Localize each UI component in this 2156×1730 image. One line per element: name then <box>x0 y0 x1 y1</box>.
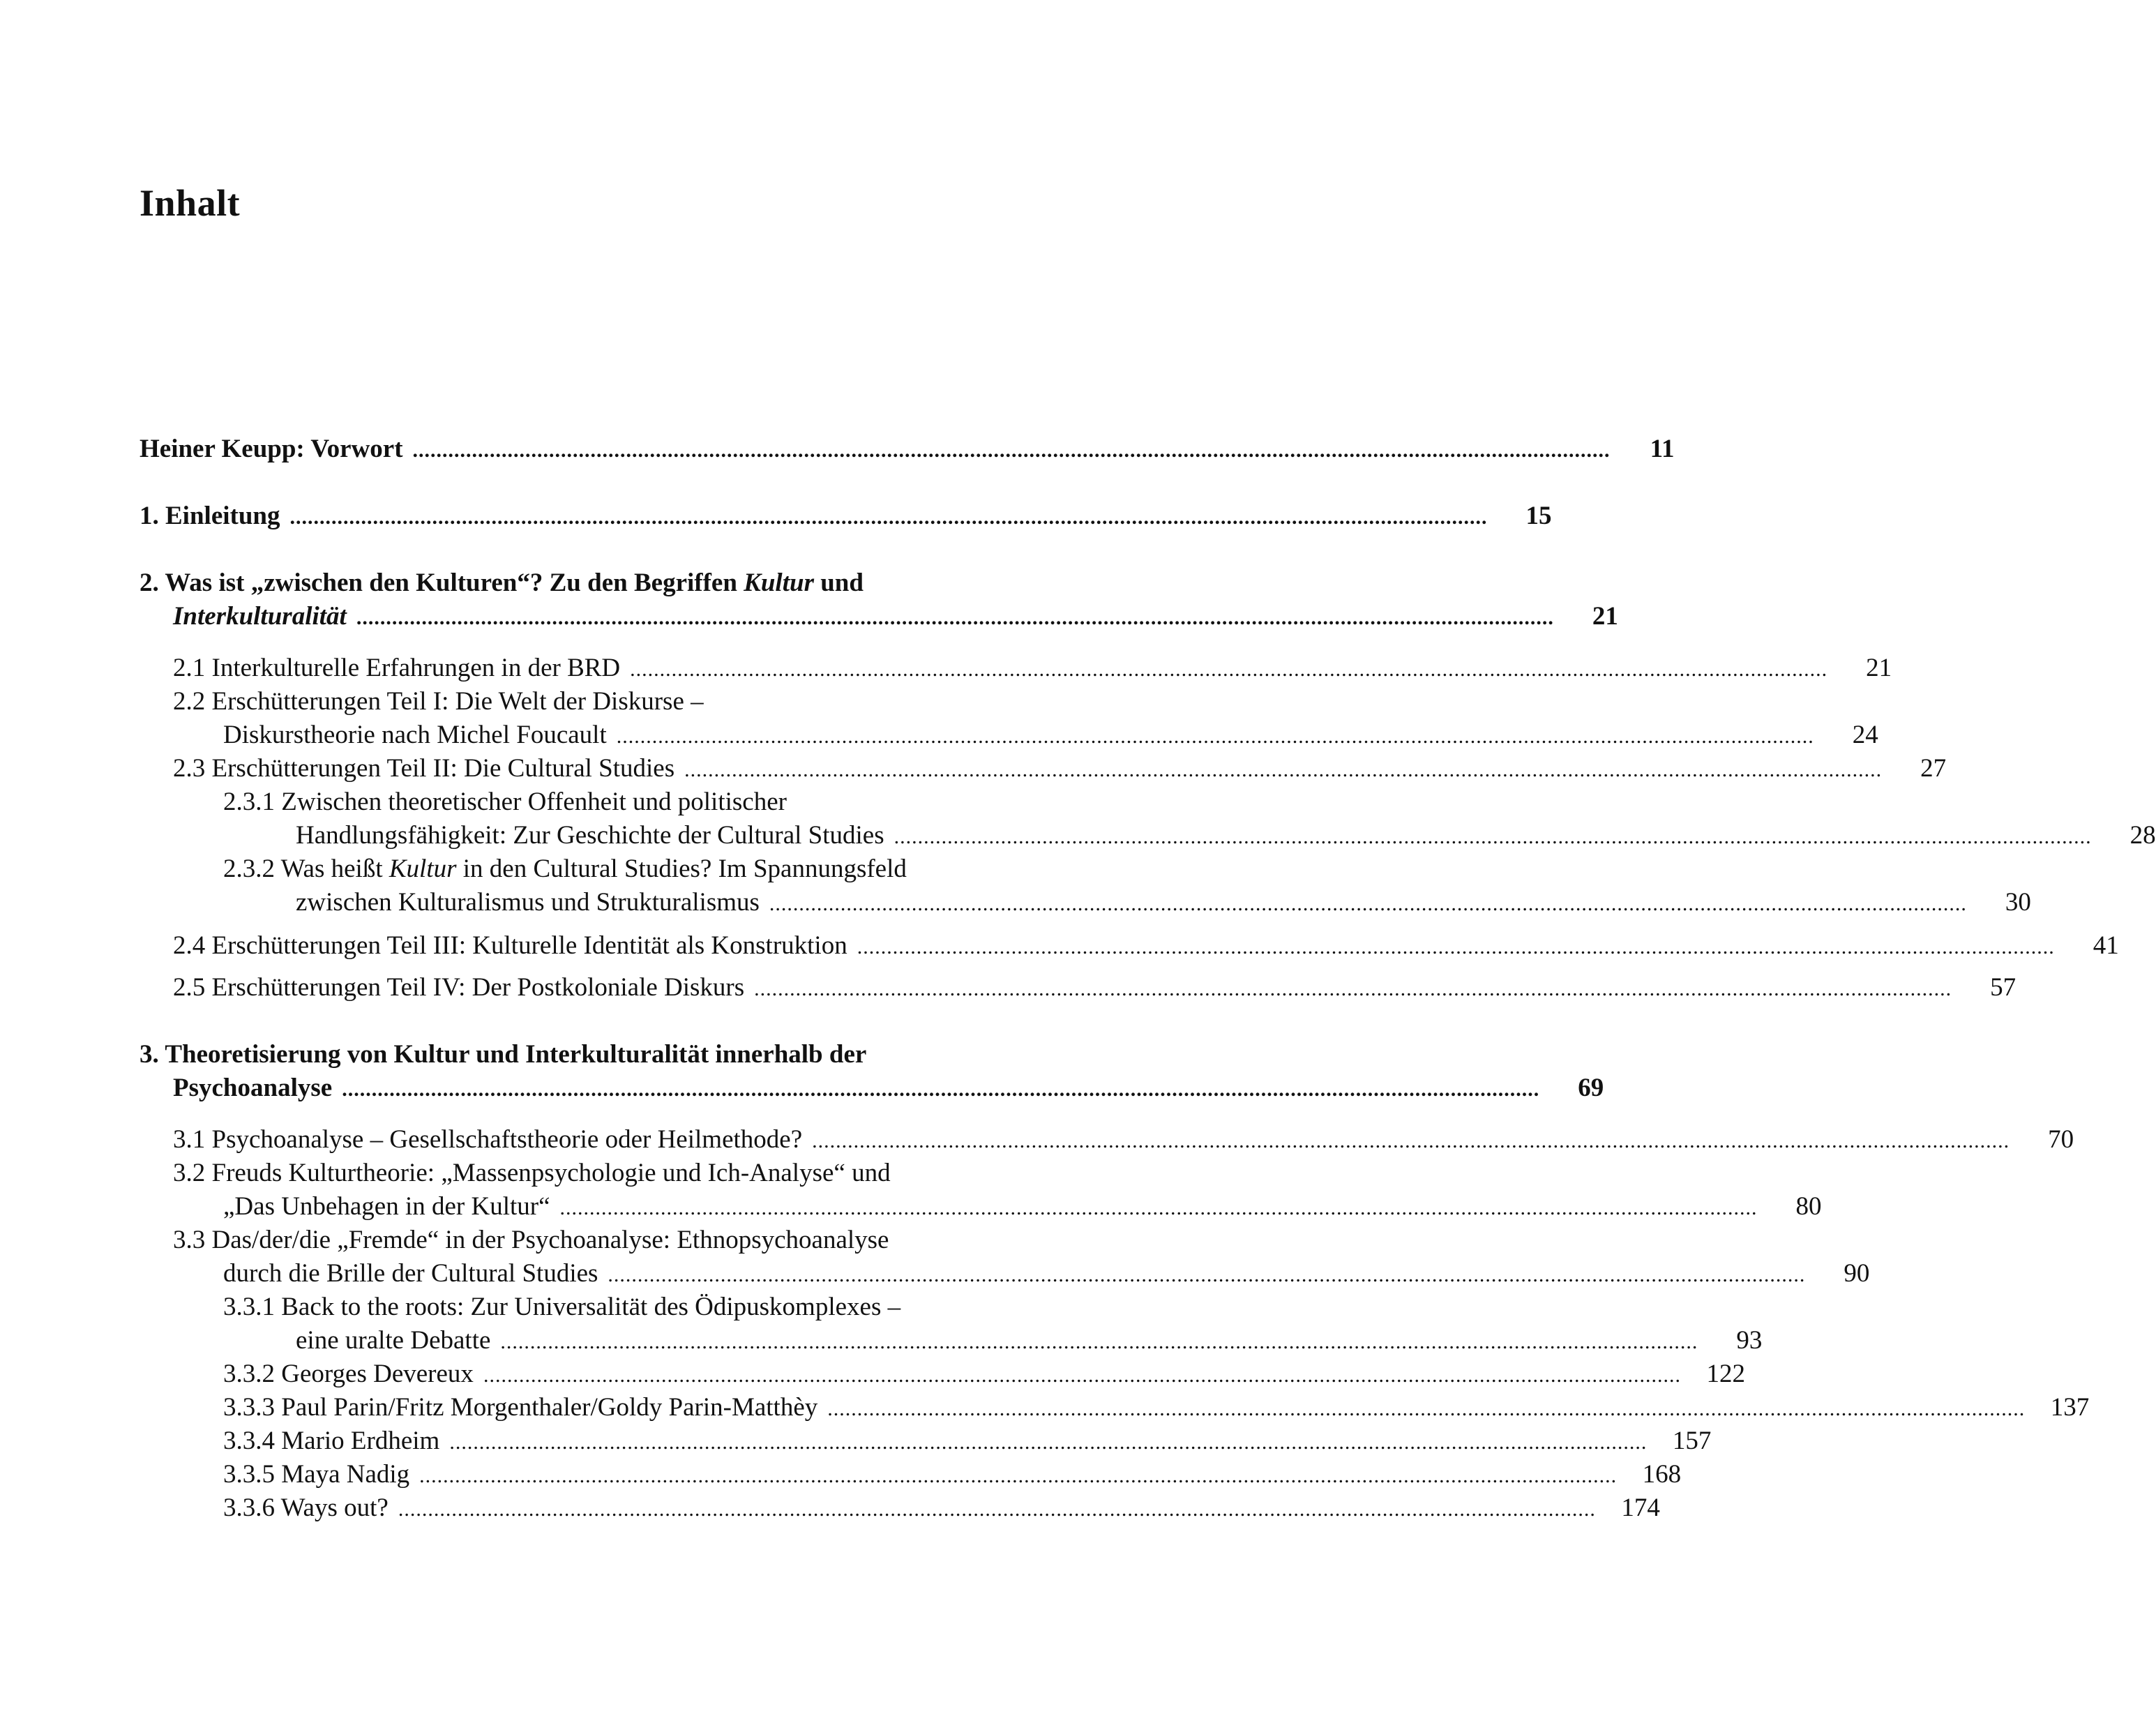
dot-leader: .......................................................................................................................................................................................................... <box>857 935 2055 958</box>
toc-entry <box>173 1123 2074 1157</box>
toc-entry-text: 2.5 Erschütterungen Teil IV: Der Postkoloniale Diskurs <box>173 973 745 1002</box>
toc-entry <box>296 819 2156 852</box>
toc-entry-title <box>173 685 704 719</box>
dot-leader: .......................................................................................................................................................................................................... <box>754 977 1952 1000</box>
page-number: 21 <box>1866 654 1892 682</box>
toc-entry <box>223 1357 1745 1391</box>
page-number: 57 <box>1990 973 2016 1002</box>
dot-leader: .......................................................................................................................................................................................................... <box>412 439 1611 462</box>
page-number: 157 <box>1672 1427 1712 1455</box>
toc-entry <box>173 652 1892 685</box>
toc-entry-text: 3.3.5 Maya Nadig <box>223 1460 410 1489</box>
toc-entry-title <box>173 971 744 1005</box>
dot-leader: .......................................................................................................................................................................................................... <box>894 825 2092 848</box>
page-number: 80 <box>1795 1192 1822 1221</box>
toc-entry <box>173 1157 1083 1190</box>
dot-leader: .......................................................................................................................................................................................................... <box>630 658 1828 681</box>
toc-entry-text: 3. Theoretisierung von Kultur und Interkulturalität innerhalb der <box>140 1040 867 1069</box>
dot-leader: .......................................................................................................................................................................................................... <box>684 758 1883 781</box>
toc-entry-text: Heiner Keupp: Vorwort <box>140 435 403 463</box>
dot-leader: .......................................................................................................................................................................................................... <box>769 892 1967 915</box>
toc-entry-text: 3.3.2 Georges Devereux <box>223 1360 474 1388</box>
toc-entry-text: 3.3.4 Mario Erdheim <box>223 1427 440 1455</box>
toc-entry-title <box>223 1491 389 1525</box>
toc-entry <box>223 1190 1822 1224</box>
toc-entry <box>173 971 2016 1005</box>
toc-entry-title <box>296 819 884 852</box>
page-number: 21 <box>1592 602 1618 631</box>
page-number: 15 <box>1525 502 1552 530</box>
dot-leader: .......................................................................................................................................................................................................... <box>356 606 1554 629</box>
dot-leader: .......................................................................................................................................................................................................... <box>398 1498 1596 1521</box>
toc-entry <box>173 752 1947 785</box>
toc-entry <box>223 1391 2090 1424</box>
toc-entry <box>223 719 1878 752</box>
toc-entry-title <box>140 1038 866 1071</box>
toc-entry-text: 1. Einleitung <box>140 502 280 530</box>
toc-entry-text: 3.3.6 Ways out? <box>223 1494 389 1522</box>
page-number: 174 <box>1621 1494 1660 1522</box>
dot-leader: .......................................................................................................................................................................................................... <box>419 1464 1618 1487</box>
toc-entry-text: 2. Was ist „zwischen den Kulturen“? Zu den Begriffen <box>140 569 744 597</box>
page-number: 69 <box>1578 1074 1604 1102</box>
toc-entry-emphasis: Kultur <box>744 569 814 597</box>
toc-entry-title <box>173 1224 889 1257</box>
dot-leader: .......................................................................................................................................................................................................... <box>483 1364 1681 1387</box>
toc-entry-title <box>223 1357 474 1391</box>
toc-entry-text: Psychoanalyse <box>173 1074 333 1102</box>
toc-entry-text: 3.2 Freuds Kulturtheorie: „Massenpsychologie und Ich-Analyse“ und <box>173 1159 891 1187</box>
toc-entry <box>140 499 1552 533</box>
page-number: 93 <box>1736 1326 1763 1355</box>
page-number: 137 <box>2050 1393 2090 1422</box>
page-number: 41 <box>2093 931 2119 960</box>
toc-entry-text: zwischen Kulturalismus und Strukturalismus <box>296 888 760 917</box>
toc-entry-title <box>223 1291 900 1324</box>
toc-entry <box>173 929 2119 963</box>
toc-entry-text: „Das Unbehagen in der Kultur“ <box>223 1192 550 1221</box>
toc-entry-title <box>173 929 847 963</box>
toc-entry-title <box>223 719 607 752</box>
toc-entry-title <box>173 1157 891 1190</box>
page-number: 122 <box>1706 1360 1745 1388</box>
toc-entry <box>223 1491 1660 1525</box>
toc-entry <box>140 1038 1083 1071</box>
page-number: 30 <box>2005 888 2031 917</box>
toc-entry <box>173 1224 1083 1257</box>
toc-entry-text: Handlungsfähigkeit: Zur Geschichte der Cultural Studies <box>296 821 884 850</box>
dot-leader: .......................................................................................................................................................................................................... <box>289 506 1488 529</box>
toc-entry <box>223 852 1083 886</box>
toc-entry <box>296 1324 1763 1357</box>
dot-leader: .......................................................................................................................................................................................................... <box>559 1196 1758 1219</box>
toc-entry <box>173 685 1083 719</box>
toc-entry-text: und <box>813 569 864 597</box>
toc-entry <box>223 1257 1870 1291</box>
toc-entry <box>140 433 1675 466</box>
page-number: 28 <box>2129 821 2156 850</box>
toc-entry-title <box>140 433 403 466</box>
dot-leader: .......................................................................................................................................................................................................... <box>812 1129 2010 1152</box>
toc-entry-title <box>173 752 674 785</box>
toc-entry <box>173 600 1618 633</box>
toc-entry-title <box>173 1123 802 1157</box>
toc-entry-emphasis: Interkulturalität <box>173 602 347 631</box>
toc-entry-title <box>296 886 760 919</box>
toc-entry <box>223 1291 1083 1324</box>
toc-entry-text: 2.3.1 Zwischen theoretischer Offenheit und politischer <box>223 788 787 816</box>
page-title: Inhalt <box>140 182 241 224</box>
toc-entry <box>223 1424 1712 1458</box>
toc-entry-text: 3.3 Das/der/die „Fremde“ in der Psychoanalyse: Ethnopsychoanalyse <box>173 1226 889 1254</box>
page-number: 70 <box>2048 1125 2074 1154</box>
toc-entry-text: 3.3.3 Paul Parin/Fritz Morgenthaler/Goldy Parin-Matthèy <box>223 1393 818 1422</box>
toc-entry-title <box>173 652 620 685</box>
page-number: 90 <box>1844 1259 1870 1288</box>
toc-entry-text: 3.1 Psychoanalyse – Gesellschaftstheorie oder Heilmethode? <box>173 1125 803 1154</box>
toc-entry <box>223 785 1083 819</box>
toc-entry-title <box>223 785 787 819</box>
toc-entry-emphasis: Kultur <box>389 855 457 883</box>
toc-entry-text: durch die Brille der Cultural Studies <box>223 1259 598 1288</box>
toc-entry-title <box>173 1071 332 1105</box>
toc-entry-text: Diskurstheorie nach Michel Foucault <box>223 721 607 749</box>
dot-leader: .......................................................................................................................................................................................................... <box>342 1078 1540 1101</box>
toc-entry <box>223 1458 1682 1491</box>
page-number: 24 <box>1852 721 1878 749</box>
page-number: 27 <box>1920 754 1947 783</box>
toc-entry-text: 3.3.1 Back to the roots: Zur Universalität des Ödipuskomplexes – <box>223 1293 901 1321</box>
toc-entry-title <box>140 566 864 600</box>
dot-leader: .......................................................................................................................................................................................................... <box>449 1431 1648 1454</box>
toc-entry-title <box>140 499 280 533</box>
toc-entry-title <box>223 1190 550 1224</box>
toc-entry-title <box>223 1424 439 1458</box>
page-number: 168 <box>1642 1460 1682 1489</box>
dot-leader: .......................................................................................................................................................................................................... <box>616 725 1814 748</box>
toc-entry-text: eine uralte Debatte <box>296 1326 491 1355</box>
page-number: 11 <box>1650 435 1675 463</box>
toc-entry <box>296 886 2031 919</box>
toc-entry-text: in den Cultural Studies? Im Spannungsfeld <box>456 855 907 883</box>
toc-entry-title <box>223 1458 409 1491</box>
toc-entry-title <box>223 852 907 886</box>
toc-entry-text: 2.2 Erschütterungen Teil I: Die Welt der Diskurse – <box>173 687 704 716</box>
toc-entry-title <box>296 1324 490 1357</box>
toc-entry-text: 2.4 Erschütterungen Teil III: Kulturelle Identität als Konstruktion <box>173 931 847 960</box>
toc-entry-title <box>173 600 347 633</box>
toc-entry-text: 2.3 Erschütterungen Teil II: Die Cultural Studies <box>173 754 675 783</box>
dot-leader: .......................................................................................................................................................................................................... <box>500 1330 1698 1353</box>
dot-leader: .......................................................................................................................................................................................................... <box>827 1397 2026 1420</box>
dot-leader: .......................................................................................................................................................................................................... <box>608 1263 1806 1286</box>
toc-entry <box>173 1071 1604 1105</box>
toc-entry <box>140 566 1083 600</box>
toc-entry-title <box>223 1257 598 1291</box>
toc-entry-text: 2.3.2 Was heißt <box>223 855 389 883</box>
toc-entry-title <box>223 1391 817 1424</box>
toc-entry-text: 2.1 Interkulturelle Erfahrungen in der BRD <box>173 654 621 682</box>
